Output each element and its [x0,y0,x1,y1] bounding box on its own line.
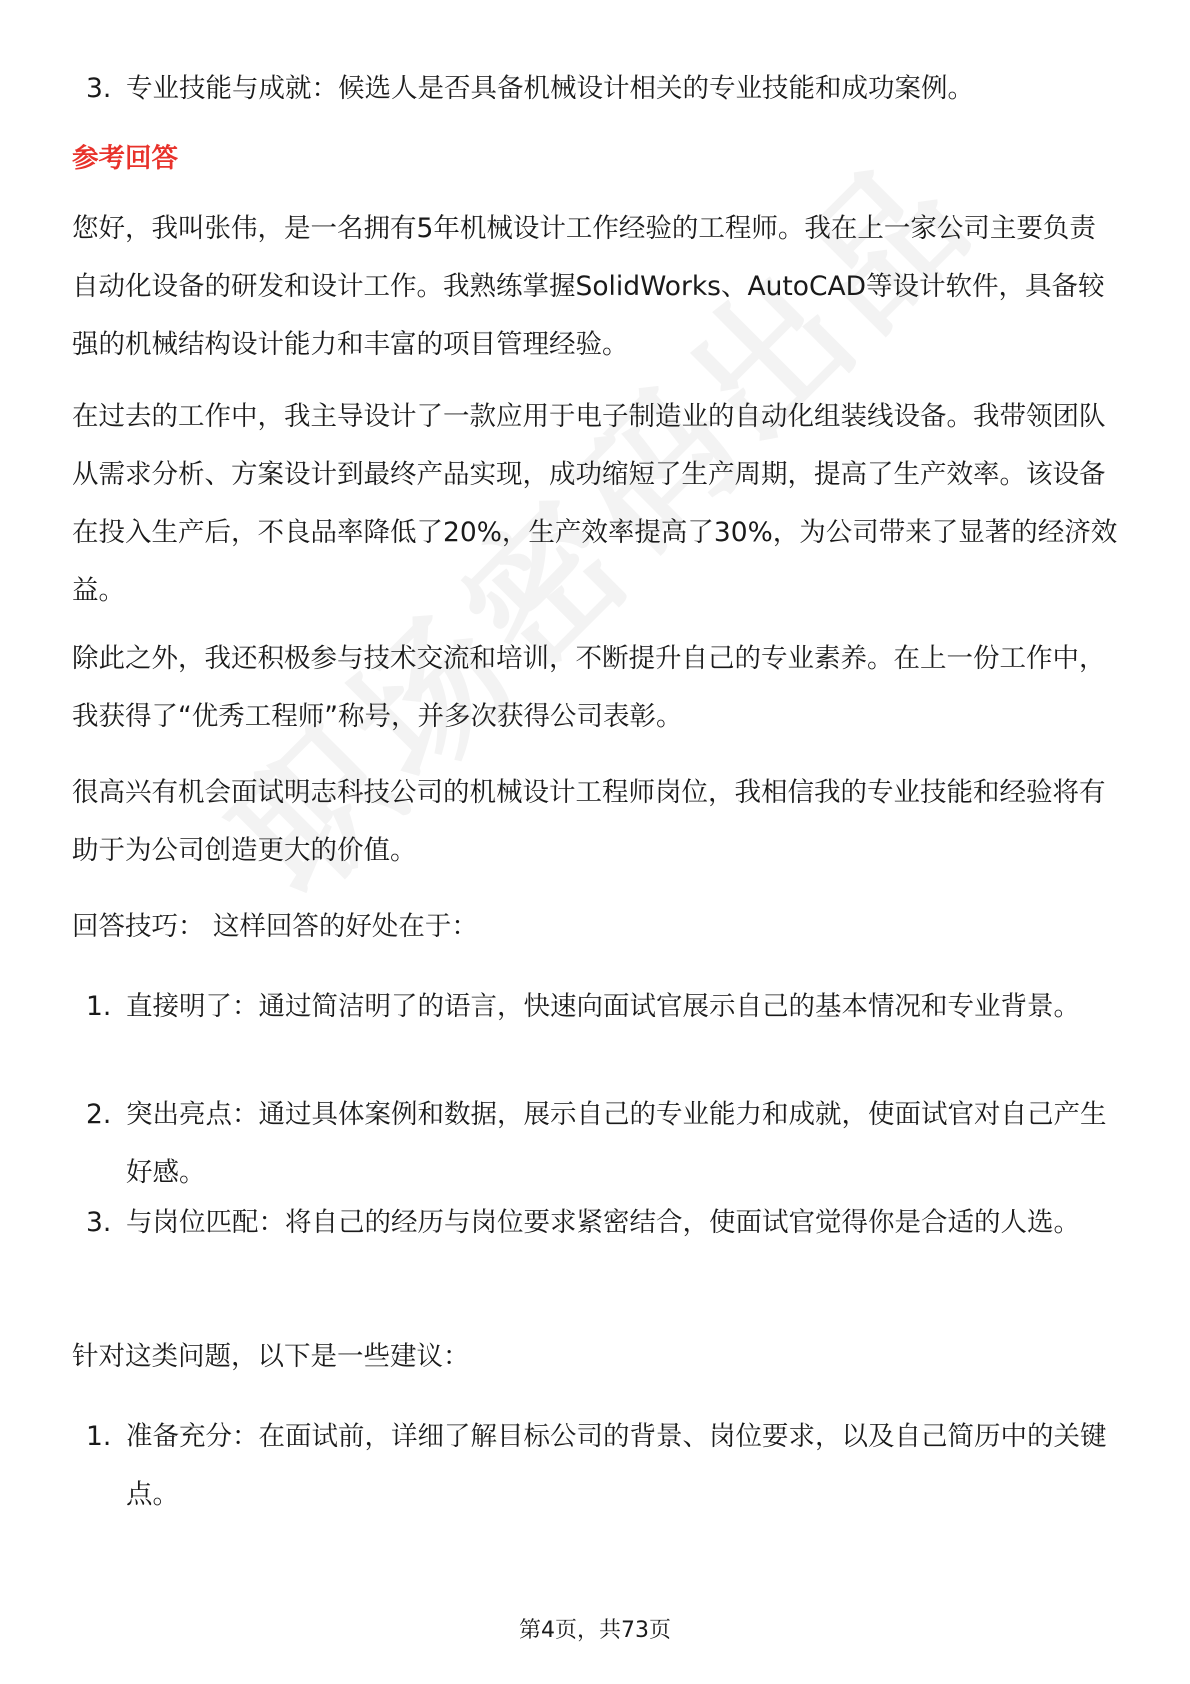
list-item-text: 突出亮点：通过具体案例和数据，展示自己的专业能力和成就，使面试官对自己产生好感。 [126,1099,1107,1188]
list-item-number: 3. [86,73,112,104]
list-item-text: 与岗位匹配：将自己的经历与岗位要求紧密结合，使面试官觉得你是合适的人选。 [126,1207,1080,1238]
answer-paragraph-4: 很高兴有机会面试明志科技公司的机械设计工程师岗位，我相信我的专业技能和经验将有助于为公司创造更大的价值。 [72,777,1106,866]
list-item-text: 直接明了：通过简洁明了的语言，快速向面试官展示自己的基本情况和专业背景。 [126,991,1080,1022]
list-item-text: 专业技能与成就：候选人是否具备机械设计相关的专业技能和成功案例。 [126,73,974,104]
answer-paragraph-1: 您好，我叫张伟，是一名拥有5年机械设计工作经验的工程师。我在上一家公司主要负责自动化设备的研发和设计工作。我熟练掌握SolidWorks、AutoCAD等设计软件，具备较强的机械结构设计能力和丰富的项目管理经验。 [72,213,1105,360]
list-item-number: 3. [86,1207,112,1238]
answer-paragraph-3: 除此之外，我还积极参与技术交流和培训，不断提升自己的专业素养。在上一份工作中，我获得了“优秀工程师”称号，并多次获得公司表彰。 [72,643,1106,732]
list-item-text: 准备充分：在面试前，详细了解目标公司的背景、岗位要求，以及自己简历中的关键点。 [126,1421,1107,1510]
reference-answer-heading: 参考回答 [72,143,178,174]
list-item [72,1086,1122,1202]
list-item-number: 2. [86,1099,112,1130]
list-item [72,1408,1122,1524]
list-item [72,1194,1122,1252]
answer-paragraph-2: 在过去的工作中，我主导设计了一款应用于电子制造业的自动化组装线设备。我带领团队从需求分析、方案设计到最终产品实现，成功缩短了生产周期，提高了生产效率。该设备在投入生产后，不良品率降低了20%，生产效率提高了30%，为公司带来了显著的经济效益。 [72,401,1118,606]
list-item [72,60,1122,118]
page-number-footer: 第4页，共73页 [519,1618,671,1643]
list-item-number: 1. [86,1421,112,1452]
tips-intro: 回答技巧： 这样回答的好处在于： [72,911,478,942]
list-item-number: 1. [86,991,112,1022]
advice-intro: 针对这类问题，以下是一些建议： [72,1341,470,1372]
list-item [72,978,1122,1036]
